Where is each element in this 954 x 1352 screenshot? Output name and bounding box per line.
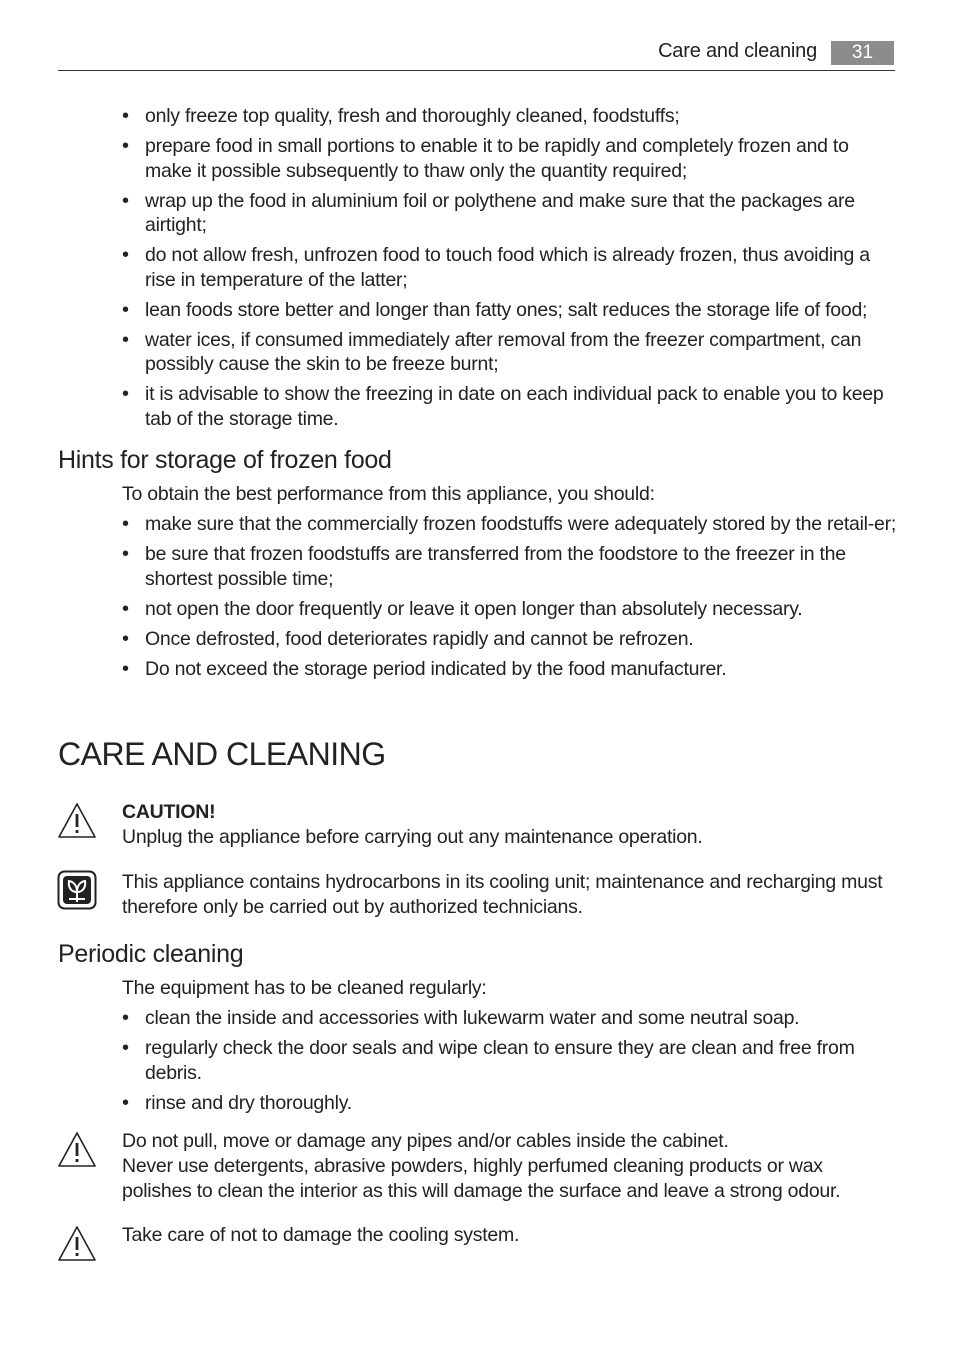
caution-text: Unplug the appliance before carrying out any maintenance operation. <box>122 826 703 848</box>
list-item: • lean foods store better and longer than fatty ones; salt reduces the storage life of food; <box>122 298 897 323</box>
list-item: • not open the door frequently or leave it open longer than absolutely necessary. <box>122 597 897 622</box>
environment-note: This appliance contains hydrocarbons in its cooling unit; maintenance and recharging must therefore only be carried out by authorized technicians. <box>122 871 883 918</box>
list-item: • do not allow fresh, unfrozen food to touch food which is already frozen, thus avoiding a rise in temperature of the latter; <box>122 243 897 292</box>
list-item: • it is advisable to show the freezing in date on each individual pack to enable you to keep tab of the storage time. <box>122 382 897 431</box>
environment-icon <box>57 870 97 910</box>
page-number: 31 <box>831 41 894 65</box>
warning-detergents: Never use detergents, abrasive powders, highly perfumed cleaning products or wax polishes to clean the interior as this will damage the surface and leave a strong odour. <box>122 1155 841 1202</box>
caution-label: CAUTION! <box>122 801 216 823</box>
periodic-intro: The equipment has to be cleaned regularly: <box>122 977 487 999</box>
periodic-list <box>122 1006 897 1121</box>
warning-pipes: Do not pull, move or damage any pipes and/or cables inside the cabinet. <box>122 1130 729 1152</box>
hints-list <box>122 512 897 687</box>
hints-heading: Hints for storage of frozen food <box>58 446 392 474</box>
periodic-cleaning-heading: Periodic cleaning <box>58 940 244 968</box>
list-item: • only freeze top quality, fresh and thoroughly cleaned, foodstuffs; <box>122 104 897 129</box>
list-item: • clean the inside and accessories with lukewarm water and some neutral soap. <box>122 1006 897 1031</box>
header-rule <box>58 70 895 71</box>
running-header: Care and cleaning <box>658 40 817 62</box>
warning-triangle-icon <box>57 801 97 841</box>
list-item: • make sure that the commercially frozen foodstuffs were adequately stored by the retail-er; <box>122 512 897 537</box>
warning-triangle-icon <box>57 1130 97 1170</box>
hints-intro: To obtain the best performance from this appliance, you should: <box>122 483 655 505</box>
list-item: • water ices, if consumed immediately after removal from the freezer compartment, can possibly cause the skin to be freeze burnt; <box>122 328 897 377</box>
warning-cooling-system: Take care of not to damage the cooling system. <box>122 1224 520 1246</box>
list-item: • regularly check the door seals and wipe clean to ensure they are clean and free from debris. <box>122 1036 897 1085</box>
section-title: CARE AND CLEANING <box>58 736 386 772</box>
list-item: • Once defrosted, food deteriorates rapidly and cannot be refrozen. <box>122 627 897 652</box>
warning-triangle-icon <box>57 1224 97 1264</box>
list-item: • Do not exceed the storage period indicated by the food manufacturer. <box>122 657 897 682</box>
list-item: • wrap up the food in aluminium foil or polythene and make sure that the packages are airtight; <box>122 189 897 238</box>
list-item: • rinse and dry thoroughly. <box>122 1091 897 1116</box>
list-item: • prepare food in small portions to enable it to be rapidly and completely frozen and to make it possible subsequently to thaw only the quantity required; <box>122 134 897 183</box>
list-item: • be sure that frozen foodstuffs are transferred from the foodstore to the freezer in the shortest possible time; <box>122 542 897 591</box>
freezing-tips-list <box>122 104 897 437</box>
